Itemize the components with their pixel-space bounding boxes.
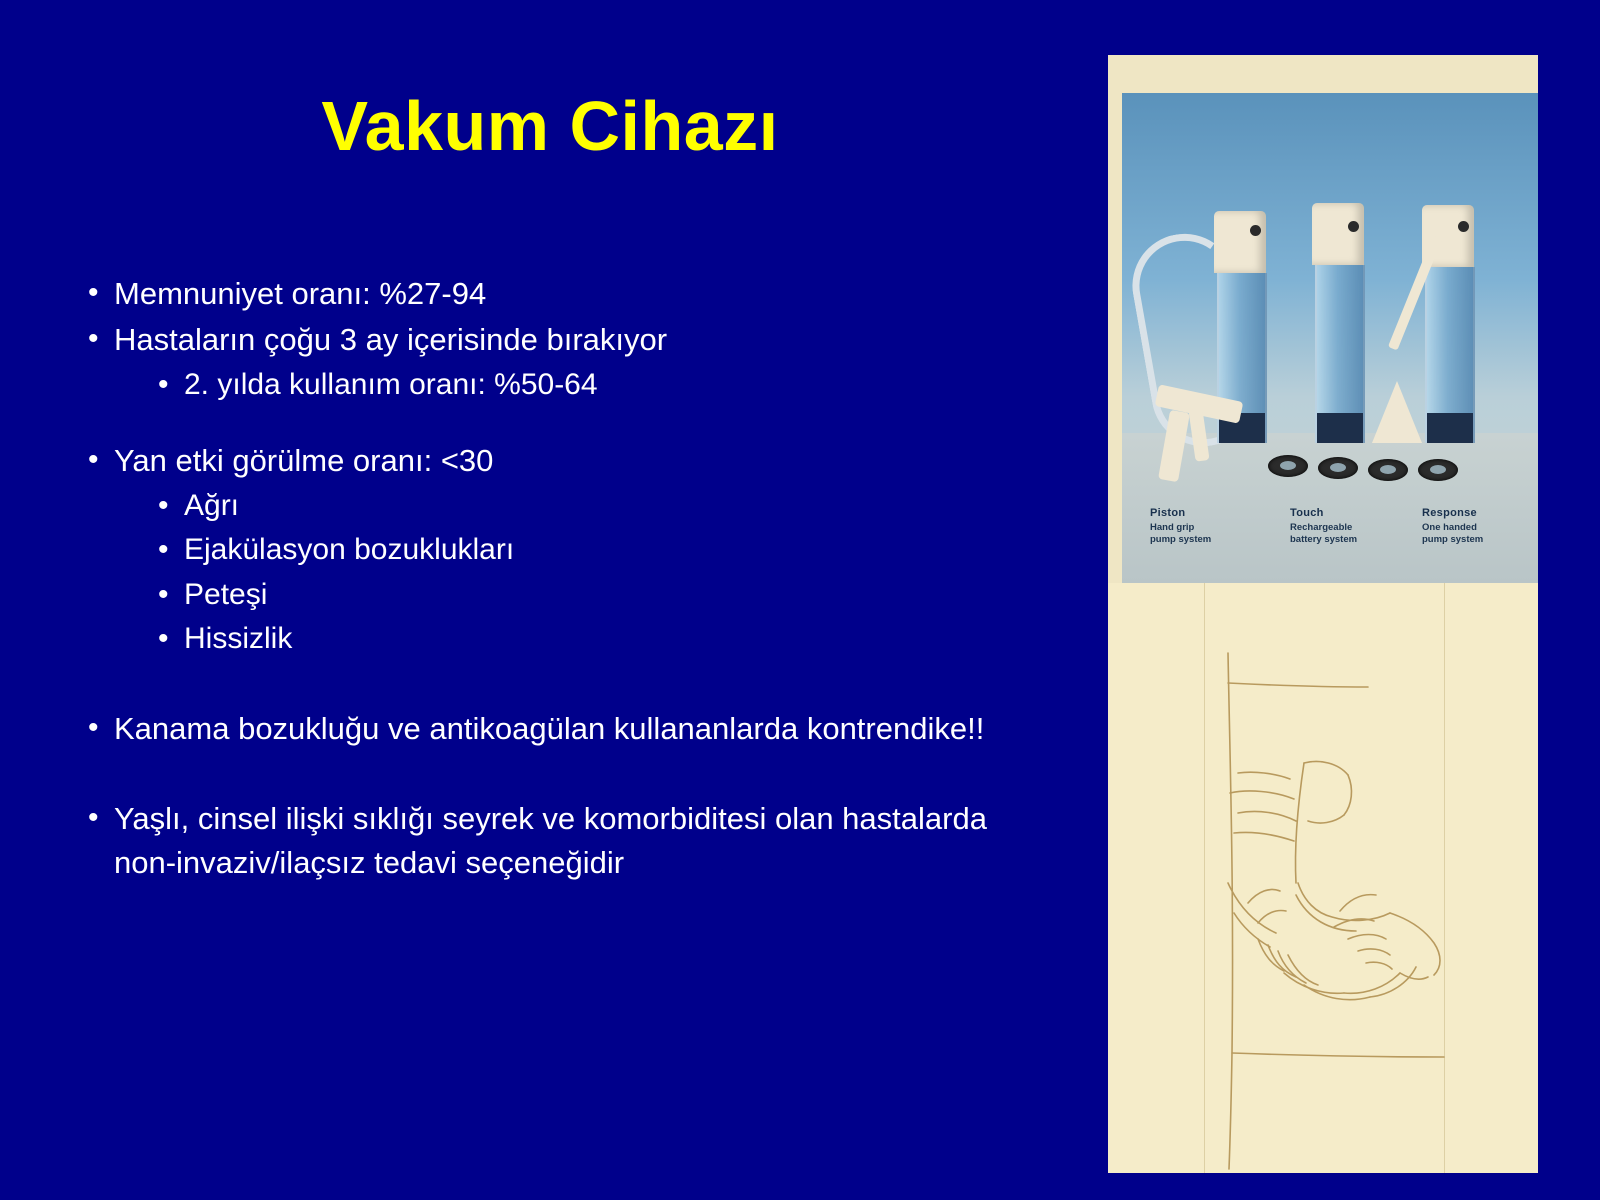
bullet-icon: • — [88, 276, 99, 309]
list-item-text: Hastaların çoğu 3 ay içerisinde bırakıyor — [114, 322, 668, 358]
list-item — [88, 485, 1048, 528]
device-tube — [1425, 267, 1475, 443]
device-label-name: Touch — [1290, 507, 1324, 519]
device-cap — [1214, 211, 1266, 273]
list-item-text: Memnuniyet oranı: %27-94 — [114, 276, 487, 311]
bullet-icon: • — [88, 322, 99, 356]
device-label-desc: Hand grip pump system — [1150, 522, 1212, 545]
spacer — [88, 753, 1048, 797]
spacer — [88, 409, 1048, 439]
page-title: Vakum Cihazı — [321, 87, 779, 165]
list-item — [88, 318, 1048, 362]
list-item-text: Yaşlı, cinsel ilişki sıklığı seyrek ve komorbiditesi olan hastalarda non-invaziv/ilaçsız tedavi seçeneğidir — [114, 801, 987, 881]
device-knob-icon — [1250, 225, 1261, 236]
device-label-name: Response — [1422, 507, 1477, 519]
bullet-icon: • — [158, 488, 169, 522]
list-item — [88, 364, 1048, 407]
list-item — [88, 529, 1048, 572]
device-label-name: Piston — [1150, 507, 1186, 519]
list-item-text: Yan etki görülme oranı: <30 — [114, 442, 494, 478]
list-item — [88, 574, 1048, 617]
device-label-response — [1422, 507, 1483, 546]
bullet-icon: • — [158, 577, 169, 611]
bullet-icon: • — [88, 442, 99, 476]
list-item-text: Peteşi — [184, 577, 268, 611]
device-knob-icon — [1348, 221, 1359, 232]
device-label-touch — [1290, 507, 1357, 546]
constriction-ring — [1268, 455, 1308, 477]
spacer — [88, 663, 1048, 707]
bullet-icon: • — [158, 368, 169, 402]
bullet-icon: • — [158, 533, 169, 567]
list-item — [88, 618, 1048, 661]
list-item-text: Kanama bozukluğu ve antikoagülan kullananlarda kontrendike!! — [114, 711, 985, 747]
device-knob-icon — [1458, 221, 1469, 232]
illustration-panel — [1108, 583, 1538, 1173]
image-panel — [1108, 55, 1538, 1173]
list-item-text: Ejakülasyon bozuklukları — [184, 533, 515, 567]
constriction-ring — [1318, 457, 1358, 479]
line-drawing-icon — [1108, 583, 1538, 1173]
photo-inner — [1122, 93, 1538, 583]
bullet-icon: • — [88, 801, 99, 835]
list-item-text: Hissizlik — [184, 622, 293, 656]
bullet-list — [88, 272, 1048, 887]
list-item — [88, 707, 1048, 751]
device-cap — [1312, 203, 1364, 265]
list-item — [88, 272, 1048, 316]
list-item-text: 2. yılda kullanım oranı: %50-64 — [184, 368, 598, 402]
constriction-ring — [1418, 459, 1458, 481]
list-item-text: Ağrı — [184, 488, 240, 522]
bullet-icon: • — [158, 622, 169, 656]
vacuum-device-photo — [1108, 55, 1538, 583]
device-tube — [1315, 265, 1365, 443]
list-item — [88, 439, 1048, 483]
device-label-desc: Rechargeable battery system — [1290, 522, 1358, 545]
bullet-icon: • — [88, 711, 99, 745]
list-item — [88, 797, 1048, 885]
cone-accessory — [1372, 381, 1422, 443]
constriction-ring — [1368, 459, 1408, 481]
device-cylinder — [1312, 203, 1364, 443]
device-label-desc: One handed pump system — [1422, 522, 1484, 545]
device-label-piston — [1150, 507, 1211, 546]
